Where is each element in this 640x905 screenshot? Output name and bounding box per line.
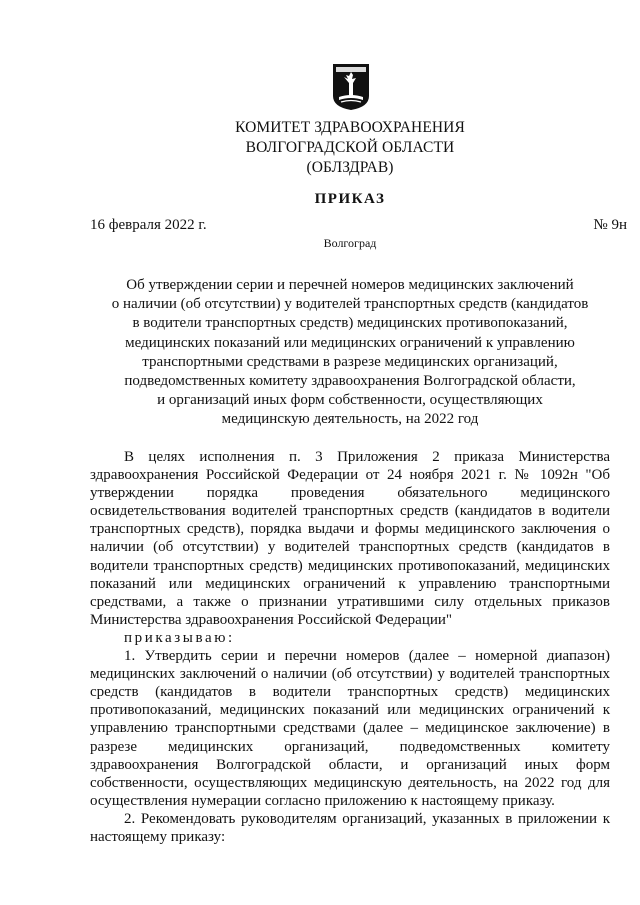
subject-line: о наличии (об отсутствии) у водителей транспортных средств (кандидатов	[111, 296, 589, 313]
org-name-line-2: ВОЛГОГРАДСКОЙ ОБЛАСТИ	[245, 139, 455, 156]
order-body	[90, 448, 610, 846]
org-name-line-1: КОМИТЕТ ЗДРАВООХРАНЕНИЯ	[235, 119, 465, 136]
subject-line: медицинских показаний или медицинских ограничений к управлению	[125, 334, 575, 351]
volgograd-coat-of-arms-icon	[332, 63, 370, 111]
document-type: ПРИКАЗ	[314, 191, 386, 207]
subject-line: в водители транспортных средств) медицинских противопоказаний,	[132, 315, 568, 332]
subject-line: транспортными средствами в разрезе медицинских организаций,	[142, 353, 558, 370]
order-date: 16 февраля 2022 г.	[90, 217, 207, 233]
preamble-paragraph: В целях исполнения п. 3 Приложения 2 приказа Министерства здравоохранения Российской Федерации от 24 ноября 2021 г. № 1092н "Об утверждении порядка проведения обязательного медицинского освидетельствования водителей транспортных средств (кандидатов в водители транспортных средств), порядка выдачи и формы медицинского заключения о наличии (об отсутствии) у водителей транспортных средств (кандидатов в водители транспортных средств) медицинских противопоказаний, медицинских показаний или медицинских ограничений к управлению транспортными средствами, а также о признании утратившими силу отдельных приказов Министерства здравоохранения Российской Федерации"	[90, 449, 610, 628]
subject-line: медицинскую деятельность, на 2022 год	[221, 411, 479, 428]
subject-line: Об утверждении серии и перечней номеров медицинских заключений	[126, 277, 574, 293]
clause-2: 2. Рекомендовать руководителям организаций, указанных в приложении к настоящему приказу:	[90, 810, 610, 845]
order-directive-word: приказываю:	[124, 629, 235, 646]
subject-line: и организаций иных форм собственности, осуществляющих	[157, 392, 543, 409]
org-abbreviation: (ОБЛЗДРАВ)	[306, 159, 394, 176]
clause-1: 1. Утвердить серии и перечни номеров (далее – номерной диапазон) медицинских заключений о наличии (об отсутствии) у водителей транспортных средств (кандидатов в водители транспортных средств) медицинских противопоказаний, медицинских показаний или медицинских ограничений к управлению транспортными средствами (далее – медицинское заключение) в разрезе медицинских организаций, подведомственных комитету здравоохранения Волгоградской области, и организаций иных форм собственности, осуществляющих медицинскую деятельность, на 2022 год для осуществления нумерации согласно приложению к настоящему приказу.	[90, 648, 610, 809]
subject-line: подведомственных комитету здравоохранения Волгоградской области,	[124, 373, 576, 390]
order-number: № 9н	[593, 217, 627, 233]
order-subject	[90, 276, 610, 430]
city-name: Волгоград	[323, 236, 377, 250]
